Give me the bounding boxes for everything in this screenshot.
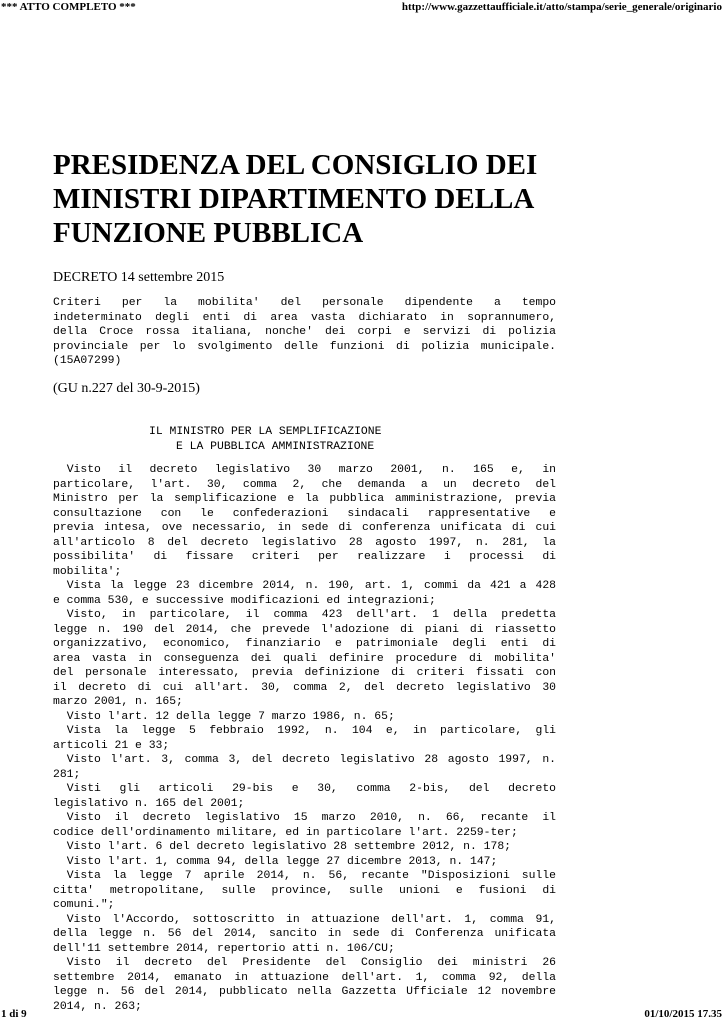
body-line: comuni."; <box>53 899 115 911</box>
minister-heading-line: E LA PUBBLICA AMMINISTRAZIONE <box>176 440 375 453</box>
decree-date: DECRETO 14 settembre 2015 <box>53 270 225 285</box>
body-line: Visto il decreto legislativo 15 marzo 2010, n. 66, recante il <box>66 812 556 824</box>
body-line: Visto, in particolare, il comma 423 dell'art. 1 della predetta <box>66 609 556 621</box>
title-line: MINISTRI DIPARTIMENTO DELLA <box>53 183 535 215</box>
body-line: legislativo n. 165 del 2001; <box>53 797 245 810</box>
body-line: codice dell'ordinamento militare, ed in particolare l'art. 2259-ter; <box>53 826 518 839</box>
body-line: dell'11 settembre 2014, repertorio atti n. 106/CU; <box>53 942 395 955</box>
body-line: Visto l'art. 12 della legge 7 marzo 1986, n. 65; <box>66 710 395 723</box>
summary-line: Criteri per la mobilita' del personale dipendente a tempo <box>53 297 556 309</box>
body-line: Vista la legge 7 aprile 2014, n. 56, recante "Disposizioni sulle <box>66 870 556 882</box>
summary-line: provinciale per lo svolgimento delle funzioni di polizia municipale. <box>53 340 556 353</box>
body-line: all'articolo 8 del decreto legislativo 28 agosto 1997, n. 281, la <box>53 536 556 549</box>
document-title <box>53 148 613 250</box>
body-line: consultazione con le confederazioni sindacali rappresentative e <box>53 507 556 520</box>
body-line: Visto l'art. 3, comma 3, del decreto legislativo 28 agosto 1997, n. <box>66 754 556 766</box>
decree-body <box>53 463 556 1014</box>
body-line: possibilita' di fissare criteri per realizzare i processi di <box>53 551 556 563</box>
decree-summary <box>53 296 556 369</box>
header-url[interactable]: http://www.gazzettaufficiale.it/atto/stampa/serie_generale/originario <box>401 1 722 13</box>
body-line: particolare, l'art. 30, comma 2, che demanda a un decreto del <box>53 478 556 491</box>
gazette-reference: (GU n.227 del 30-9-2015) <box>53 381 200 396</box>
body-line: articoli 21 e 33; <box>53 739 170 752</box>
page-number: 1 di 9 <box>1 1008 27 1020</box>
body-line: Visto l'Accordo, sottoscritto in attuazione dell'art. 1, comma 91, <box>66 913 556 926</box>
summary-line: indeterminato degli enti di area vasta dichiarato in soprannumero, <box>53 311 556 324</box>
body-line: citta' metropolitane, sulle province, sulle unioni e fusioni di <box>53 884 556 897</box>
body-line: Visto l'art. 1, comma 94, della legge 27 dicembre 2013, n. 147; <box>66 855 498 868</box>
body-line: 281; <box>53 768 81 781</box>
body-line: area vasta in conseguenza dei quali definire procedure di mobilita' <box>53 652 556 665</box>
minister-heading-line: IL MINISTRO PER LA SEMPLIFICAZIONE <box>149 426 382 438</box>
summary-line: della Croce rossa italiana, nonche' dei corpi e servizi di polizia <box>53 326 556 338</box>
body-line: Visto l'art. 6 del decreto legislativo 28 settembre 2012, n. 178; <box>66 841 511 853</box>
body-line: Visto il decreto legislativo 30 marzo 2001, n. 165 e, in <box>66 464 556 476</box>
title-line: PRESIDENZA DEL CONSIGLIO DEI <box>53 149 538 181</box>
body-line: Visto il decreto del Presidente del Consiglio dei ministri 26 <box>66 957 556 969</box>
body-line: Visti gli articoli 29-bis e 30, comma 2-bis, del decreto <box>66 783 556 795</box>
body-line: Ministro per la semplificazione e la pubblica amministrazione, previa <box>53 493 556 505</box>
body-line: mobilita'; <box>53 565 122 578</box>
body-line: legge n. 190 del 2014, che prevede l'adozione di piani di riassetto <box>53 623 556 636</box>
body-line: settembre 2014, emanato in attuazione dell'art. 1, comma 92, della <box>53 971 556 984</box>
body-line: legge n. 56 del 2014, pubblicato nella Gazzetta Ufficiale 12 novembre <box>53 986 556 998</box>
body-line: 2014, n. 263; <box>53 1000 142 1013</box>
body-line: il decreto di cui all'art. 30, comma 2, del decreto legislativo 30 <box>53 681 556 694</box>
title-line: FUNZIONE PUBBLICA <box>53 217 364 249</box>
body-line: e comma 530, e successive modificazioni ed integrazioni; <box>53 594 436 607</box>
summary-line: (15A07299) <box>53 355 122 367</box>
minister-heading <box>53 425 556 454</box>
print-timestamp: 01/10/2015 17.35 <box>644 1008 722 1020</box>
body-line: previa intesa, ove necessario, in sede di conferenza unificata di cui <box>53 522 556 534</box>
body-line: Vista la legge 23 dicembre 2014, n. 190, art. 1, commi da 421 a 428 <box>66 580 556 592</box>
body-line: Vista la legge 5 febbraio 1992, n. 104 e, in particolare, gli <box>66 725 556 737</box>
body-line: della legge n. 56 del 2014, sancito in sede di Conferenza unificata <box>53 928 556 940</box>
body-line: del personale interessato, previa definizione di criteri fissati con <box>53 667 556 679</box>
header-label: *** ATTO COMPLETO *** <box>1 1 136 13</box>
body-line: organizzativo, economico, finanziario e patrimoniale degli enti di <box>53 638 556 650</box>
body-line: marzo 2001, n. 165; <box>53 696 183 708</box>
